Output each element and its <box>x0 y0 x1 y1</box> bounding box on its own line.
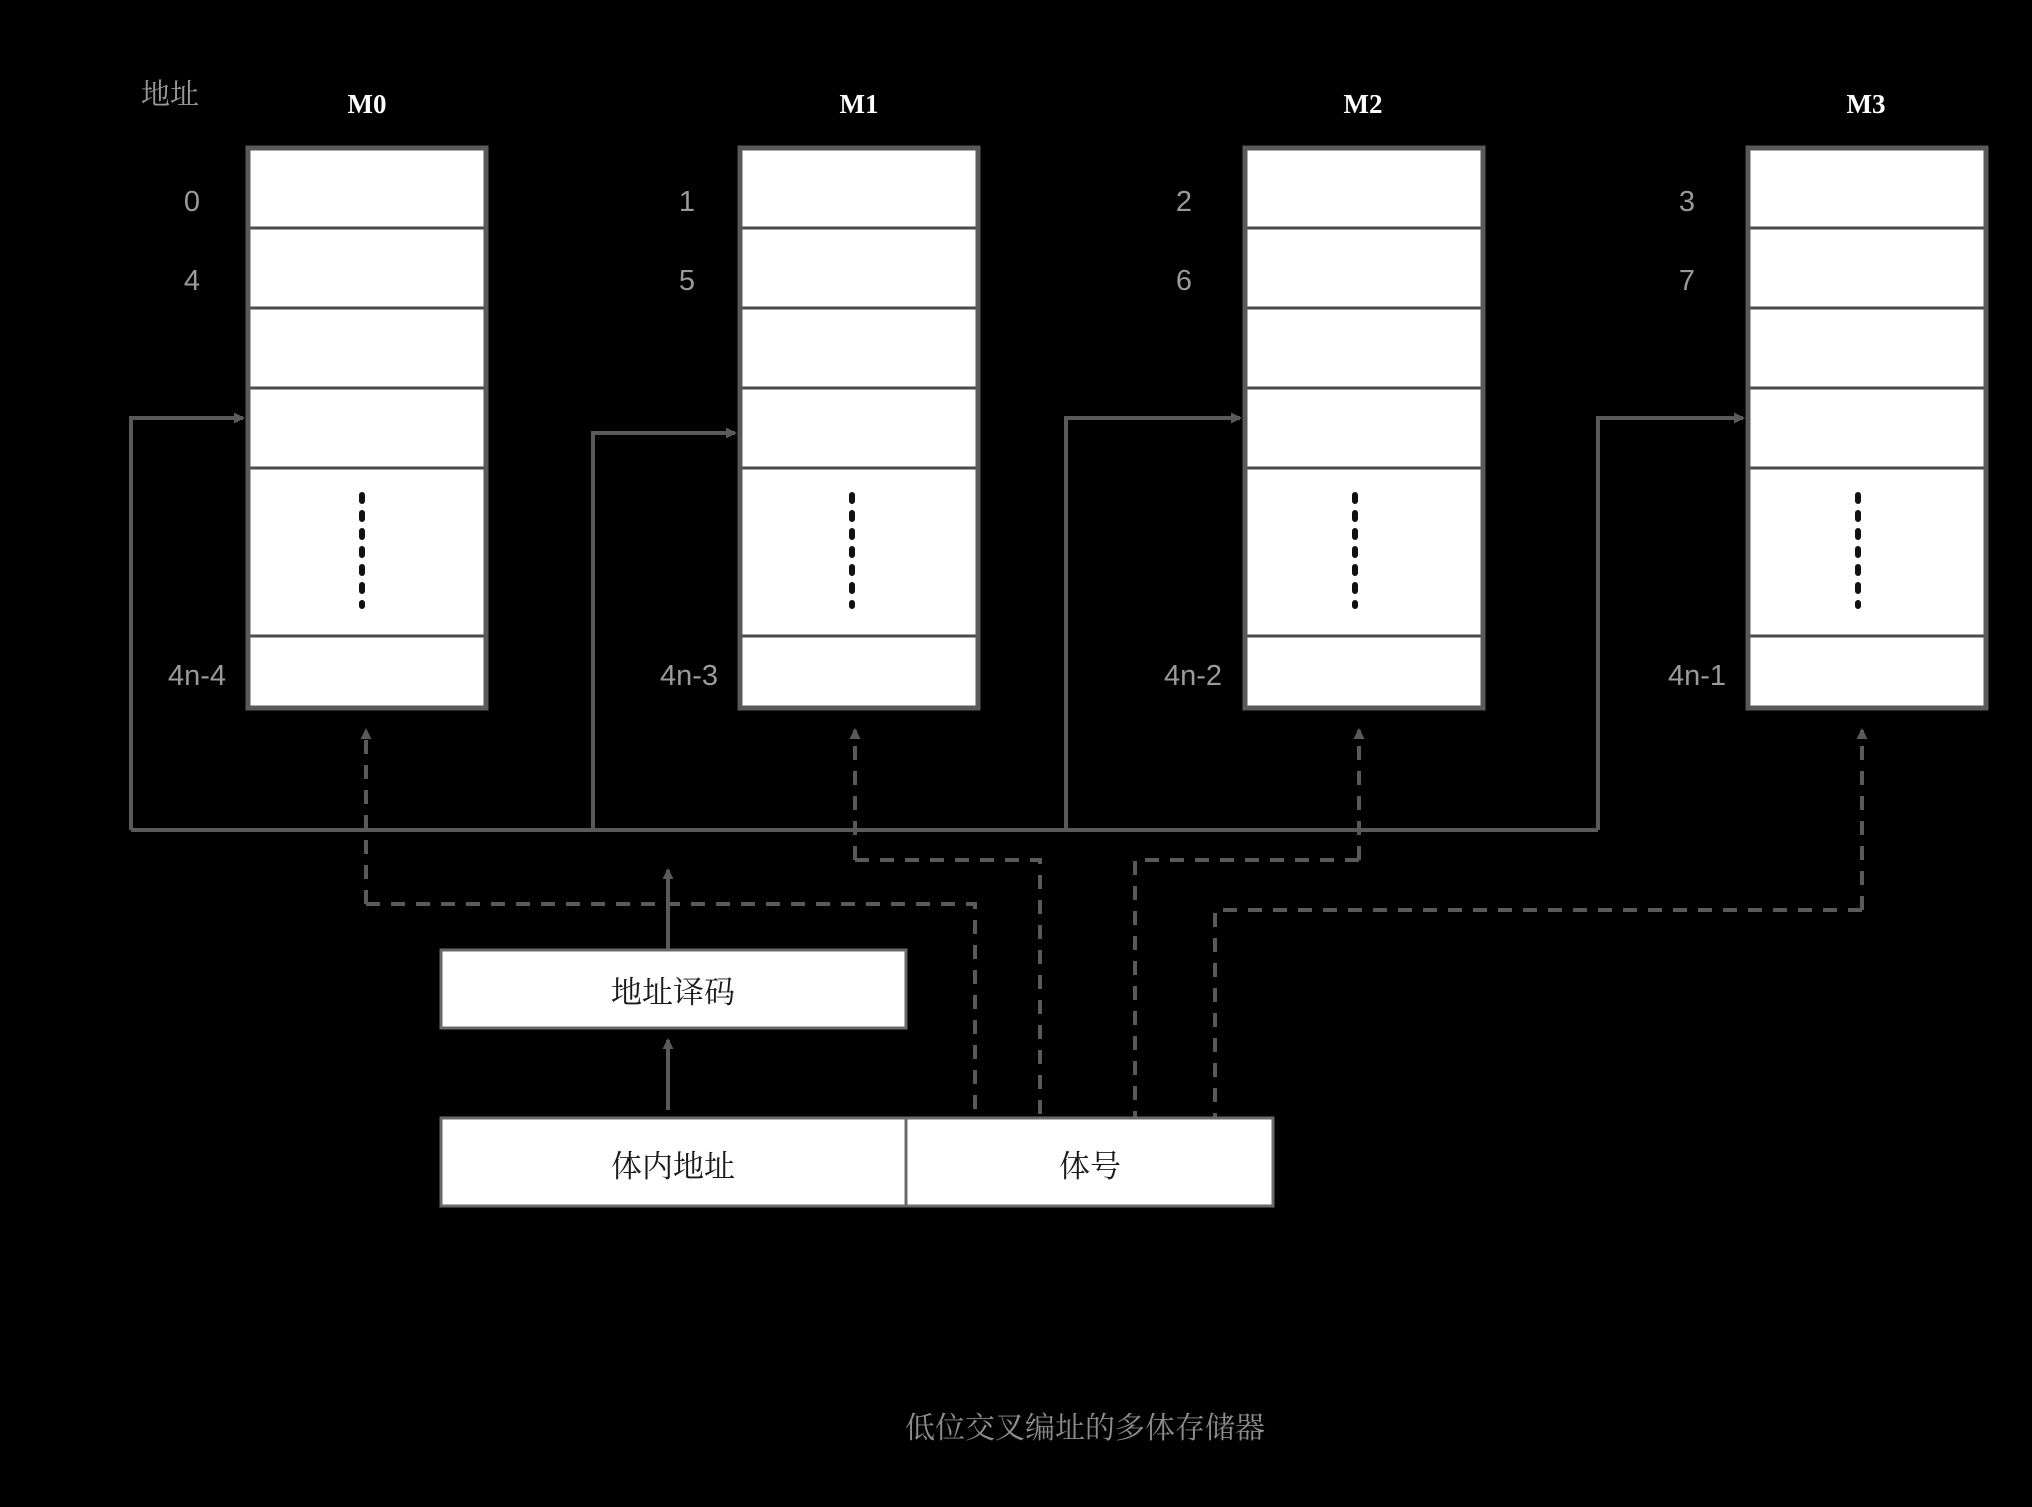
bank-m2-cell-1 <box>1245 228 1483 308</box>
bank-m3-addr-last: 4n-1 <box>1667 660 1726 692</box>
address-decoder-box <box>441 950 906 1028</box>
bank-m1-cell-2 <box>740 308 978 388</box>
bank-m0-cell-last <box>248 636 486 708</box>
address-register-left-label: 体内地址 <box>611 1149 735 1184</box>
bank-m3-addr-second: 7 <box>1678 265 1696 297</box>
bank-m1-cell-last <box>740 636 978 708</box>
bank-m3-cell-ellipsis <box>1748 468 1986 636</box>
diagram-caption: 低位交叉编址的多体存储器 <box>905 1412 1265 1445</box>
bank-m2-cell-0 <box>1245 148 1483 228</box>
bank-m1-cell-3 <box>740 388 978 468</box>
bank-m2-cell-3 <box>1245 388 1483 468</box>
bank-m2-addr-second: 6 <box>1175 265 1193 297</box>
bank-m3 <box>1668 89 1986 708</box>
address-column-header: 地址 <box>140 79 200 111</box>
decode-line-m3 <box>1598 418 1743 830</box>
bank-m0 <box>168 89 486 708</box>
bank-m1-cell-ellipsis <box>740 468 978 636</box>
bank-m2-title: M2 <box>1343 89 1383 119</box>
bank-m3-cell-0 <box>1748 148 1986 228</box>
bank-m1-addr-first: 1 <box>678 186 696 218</box>
bank-m2-cell-ellipsis <box>1245 468 1483 636</box>
bank-m3-cell-1 <box>1748 228 1986 308</box>
bank-m3-cell-last <box>1748 636 1986 708</box>
address-decoder-label: 地址译码 <box>611 975 735 1010</box>
bank-m2-addr-last: 4n-2 <box>1163 660 1222 692</box>
bank-m1-cell-1 <box>740 228 978 308</box>
bank-m1-cell-0 <box>740 148 978 228</box>
bank-m3-title: M3 <box>1846 89 1886 119</box>
bank-m0-cell-ellipsis <box>248 468 486 636</box>
bank-m3-cell-3 <box>1748 388 1986 468</box>
bank-m3-addr-first: 3 <box>1678 186 1696 218</box>
bank-m0-cell-0 <box>248 148 486 228</box>
bank-m2 <box>1164 89 1483 708</box>
address-register-right-label: 体号 <box>1059 1149 1121 1184</box>
bank-m0-cell-2 <box>248 308 486 388</box>
bank-m1 <box>660 89 978 708</box>
bank-m2-addr-first: 2 <box>1175 186 1193 218</box>
bank-m0-cell-3 <box>248 388 486 468</box>
bank-m1-addr-second: 5 <box>678 265 696 297</box>
bank-m2-cell-2 <box>1245 308 1483 388</box>
bank-m0-cell-1 <box>248 228 486 308</box>
decode-line-m1 <box>593 433 735 830</box>
bank-m0-addr-second: 4 <box>183 265 201 297</box>
bank-m1-addr-last: 4n-3 <box>659 660 718 692</box>
decode-line-m2 <box>1066 418 1240 830</box>
select-route-m3 <box>1215 910 1862 1122</box>
decode-line-m0 <box>131 418 243 830</box>
address-register-box <box>441 1118 1273 1206</box>
bank-m0-addr-first: 0 <box>183 186 201 218</box>
bank-m0-title: M0 <box>347 89 387 119</box>
bank-m1-title: M1 <box>839 89 879 119</box>
select-route-m2 <box>1135 860 1359 1122</box>
bank-m2-cell-last <box>1245 636 1483 708</box>
bank-m0-addr-last: 4n-4 <box>167 660 226 692</box>
bank-m3-cell-2 <box>1748 308 1986 388</box>
